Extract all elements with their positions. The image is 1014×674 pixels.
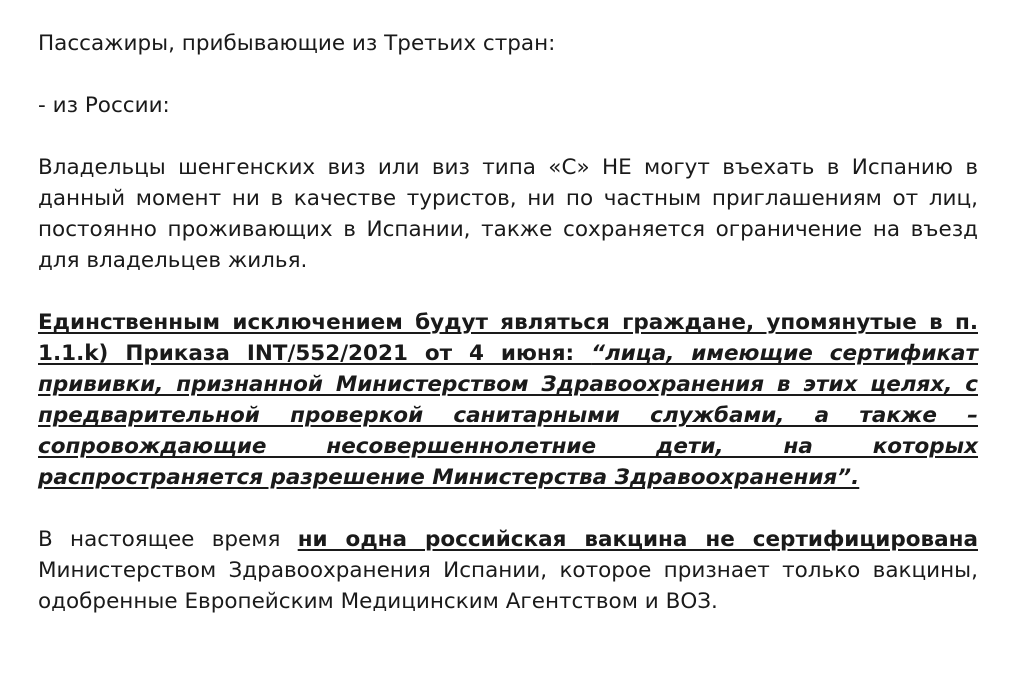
exception-paragraph <box>38 307 978 493</box>
vaccine-intro: В настоящее время <box>38 527 298 552</box>
visa-restriction-paragraph: Владельцы шенгенских виз или виз типа «С» НЕ могут въехать в Испанию в данный момент ни в качестве туристов, ни по частным приглашениям от лиц, постоянно проживающих в Испании, также сохраняется ограничение на въезд для владельцев жилья. <box>38 155 978 273</box>
exception-intro: Единственным исключением будут являться граждане, упомянутые в п. 1.1.k) Приказа INT/552/2021 от 4 июня: <box>38 310 978 366</box>
vaccine-not-certified: ни одна российская вакцина не сертифицирована <box>297 527 978 552</box>
exception-quote: “лица, имеющие сертификат прививки, признанной Министерством Здравоохранения в этих целях, с предварительной проверкой санитарными службами, а также – сопровождающие несовершеннолетние дети, на которых распространяется разрешение Министерства Здравоохранения”. <box>38 341 978 490</box>
vaccine-paragraph <box>38 524 978 617</box>
country-subheading: - из России: <box>38 93 170 118</box>
document-body <box>38 28 978 648</box>
vaccine-rest: Министерством Здравоохранения Испании, которое признает только вакцины, одобренные Европейским Медицинским Агентством и ВОЗ. <box>38 558 978 614</box>
intro-heading: Пассажиры, прибывающие из Третьих стран: <box>38 31 556 56</box>
